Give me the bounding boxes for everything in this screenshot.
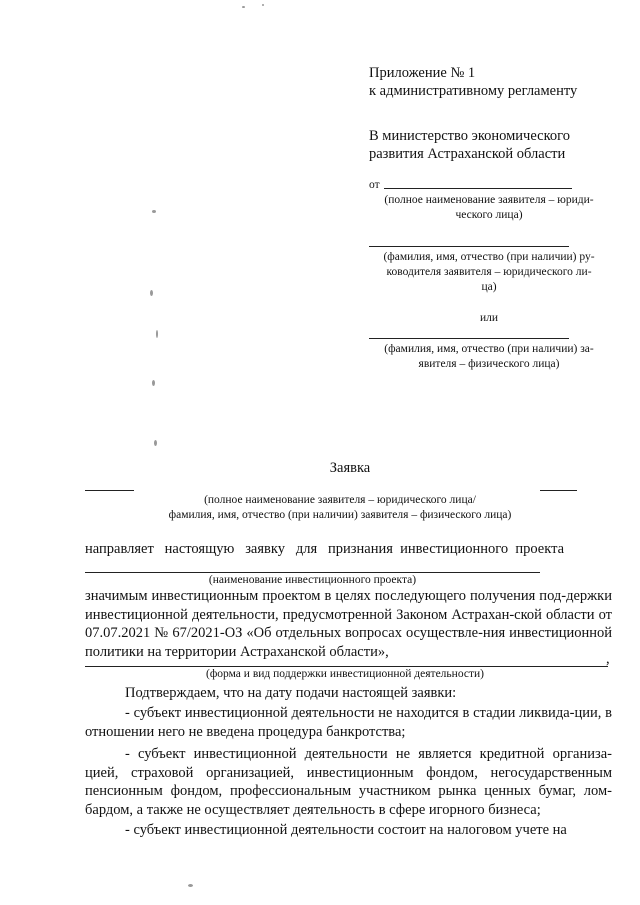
- appendix-header: [369, 64, 629, 100]
- directs-text: направляет настоящую заявку для признания инвестиционного проекта: [85, 541, 565, 557]
- scan-speck: [156, 330, 158, 338]
- appendix-regulation: к административному регламенту: [369, 83, 578, 99]
- scan-speck: [242, 6, 245, 8]
- caption-head-fio: (фамилия, имя, отчество (при наличии) ру- ководителя заявителя – юридического ли- ца): [383, 251, 595, 293]
- addressee-line-1: В министерство экономического: [369, 128, 570, 144]
- from-label: от: [369, 179, 380, 191]
- scan-speck: [152, 380, 155, 386]
- caption-project: (наименование инвестиционного проекта): [208, 574, 417, 586]
- caption-legal-name: (полное наименование заявителя – юриди- ческого лица): [384, 194, 594, 221]
- confirm-item-1: - субъект инвестиционной деятельности не находится в стадии ликвида-ции, в отношении него не введена процедура банкротства;: [85, 705, 612, 740]
- or-label: или: [479, 312, 499, 324]
- confirm-intro: Подтверждаем, что на дату подачи настоящей заявки:: [125, 685, 457, 701]
- appendix-number: Приложение № 1: [369, 65, 476, 81]
- caption-individual-fio: (фамилия, имя, отчество (при наличии) за- явителя – физического лица): [384, 343, 594, 370]
- scan-speck: [154, 440, 157, 446]
- applicant-name-line: [384, 188, 572, 189]
- scan-speck: [188, 884, 193, 887]
- head-fio-line: [369, 246, 569, 247]
- scan-speck: [152, 210, 156, 213]
- confirm-item-3: - субъект инвестиционной деятельности состоит на налоговом учете на: [125, 822, 567, 838]
- addressee-line-2: развития Астраханской области: [369, 146, 566, 162]
- individual-fio-line: [369, 338, 569, 339]
- applicant-line-right: [540, 490, 577, 491]
- scan-speck: [262, 4, 264, 6]
- applicant-line-left: [85, 490, 134, 491]
- caption-support: (форма и вид поддержки инвестиционной деятельности): [206, 668, 484, 680]
- caption-applicant: (полное наименование заявителя – юридического лица/ фамилия, имя, отчество (при наличии) заявителя – физического лица): [168, 494, 512, 521]
- application-title: Заявка: [329, 460, 371, 476]
- body-paragraph: значимым инвестиционным проектом в целях последующего получения под-держки инвестиционной деятельности, предусмотренной Законом Астрахан-ской области от 07.07.2021 № 67/2021-ОЗ «Об отдельных вопросах осуществле-ния инвестиционной политики на территории Астраханской области»,: [85, 588, 612, 660]
- trailing-comma: ,: [606, 651, 610, 667]
- confirm-item-2: - субъект инвестиционной деятельности не является кредитной организа-цией, страховой организацией, инвестиционным фондом, негосударственным пенсионным фондом, профессиональным участником рынка ценных бумаг, лом-бардом, а также не осуществляет деятельность в сфере игорного бизнеса;: [85, 746, 612, 818]
- addressee-block: [369, 127, 629, 163]
- scan-speck: [150, 290, 153, 296]
